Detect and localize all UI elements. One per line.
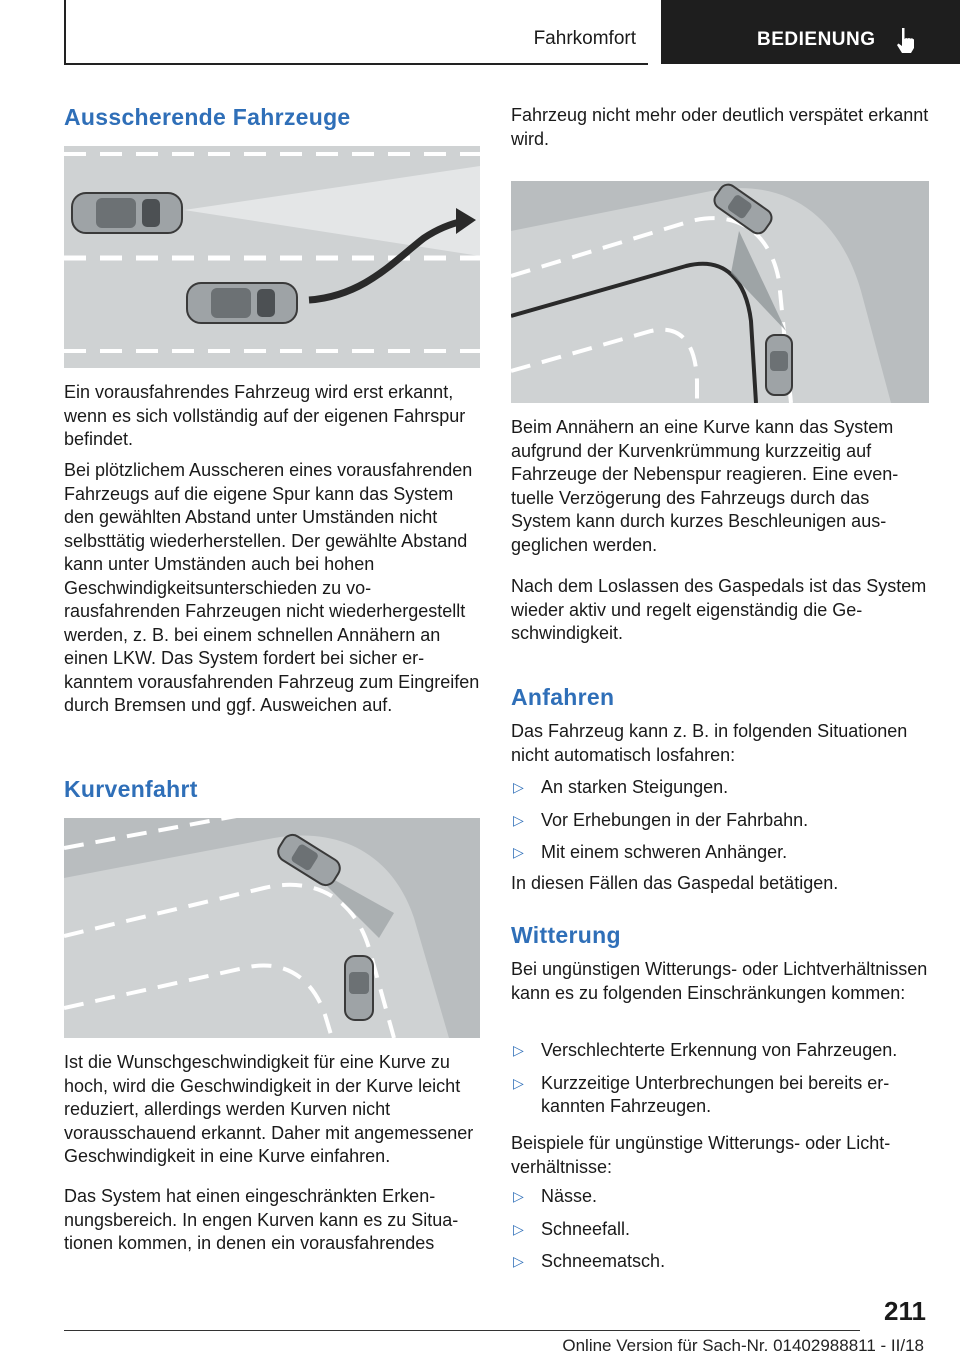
heading-witterung: Witterung bbox=[511, 922, 621, 948]
hand-pointer-icon bbox=[894, 26, 918, 54]
paragraph-kurvenkruemmung: Beim Annähern an eine Kurve kann das System aufgrund der Kurvenkrümmung kurzzeitig auf Fahrzeuge der Nebenspur reagieren. Eine eventuelle Verzögerung des Fahrzeugs durch das System kann durch kurzes Beschleunigen ausgeglichen werden. bbox=[511, 417, 899, 555]
triangle-bullet-icon: ▷ bbox=[513, 1220, 524, 1237]
paragraph-erkennungsbereich: Das System hat einen eingeschränkten Erkennungsbereich. In engen Kurven kann es zu Situationen kommen, in denen ein vorausfahrendes bbox=[64, 1186, 459, 1253]
triangle-bullet-icon: ▷ bbox=[513, 779, 524, 795]
paragraph-nicht-losfahren: Das Fahrzeug kann z. B. in folgenden Situationen nicht automatisch losfahren: bbox=[511, 721, 908, 765]
heading-anfahren: Anfahren bbox=[511, 684, 615, 710]
figure-ausscheren bbox=[64, 146, 480, 368]
list-item: ▷ Schneefall. bbox=[511, 1218, 929, 1242]
page-number: 211 bbox=[884, 1296, 926, 1326]
list-item: ▷ Kurzzeitige Unterbrechungen bei bereits erkannten Fahrzeugen. bbox=[513, 1072, 890, 1116]
triangle-bullet-icon: ▷ bbox=[513, 1042, 524, 1058]
paragraph-wunschgeschwindigkeit: Ist die Wunschgeschwindigkeit für eine Kurve zu hoch, wird die Geschwindigkeit in der Kurve leicht reduziert, allerdings werden Kurven nicht vorausschauend erkannt. Daher mit angemessener Geschwindigkeit in eine Kurve einfahren. bbox=[64, 1052, 474, 1166]
paragraph-gaspedal-losgelassen: Nach dem Loslassen des Gaspedals ist das System wieder aktiv und regelt eigenständig die Geschwindigkeit. bbox=[511, 576, 927, 643]
paragraph-gaspedal-betaetigen: In diesen Fällen das Gaspedal betätigen. bbox=[511, 873, 839, 893]
list-item: ▷ An starken Steigungen. bbox=[511, 776, 929, 800]
triangle-bullet-icon: ▷ bbox=[513, 844, 524, 860]
car-front bbox=[72, 193, 182, 233]
paragraph-erkannt: Ein vorausfahrendes Fahrzeug wird erst erkannt, wenn es sich vollständig auf der eigenen Fahrspur befindet. bbox=[64, 382, 466, 449]
list-witterung bbox=[511, 1039, 929, 1119]
paragraph-einschraenkungen: Bei ungünstigen Witterungs- oder Lichtverhältnissen kann es zu folgenden Einschränkungen kommen: bbox=[511, 959, 928, 1003]
car-adjacent-bottom bbox=[766, 335, 792, 395]
header-chapter-tab bbox=[661, 0, 960, 64]
list-item: ▷ Vor Erhebungen in der Fahrbahn. bbox=[511, 809, 929, 833]
header-rule bbox=[64, 63, 648, 65]
figure-nebenspur bbox=[511, 181, 929, 403]
footer-online-version: Online Version für Sach-Nr. 01402988811 - II/18 bbox=[562, 1336, 924, 1355]
list-anfahren bbox=[511, 776, 929, 865]
paragraph-beispiele: Beispiele für ungünstige Witterungs- oder Lichtverhältnisse: bbox=[511, 1133, 891, 1177]
header-left-rule bbox=[64, 0, 66, 64]
list-item: ▷ Schneematsch. bbox=[511, 1250, 929, 1274]
list-item: ▷ Mit einem schweren Anhänger. bbox=[511, 841, 929, 865]
heading-kurvenfahrt: Kurvenfahrt bbox=[64, 776, 198, 802]
header-chapter-label: BEDIENUNG bbox=[757, 29, 876, 50]
triangle-bullet-icon: ▷ bbox=[513, 1074, 524, 1091]
paragraph-verspaetet: Fahrzeug nicht mehr oder deutlich verspätet erkannt wird. bbox=[511, 105, 929, 149]
list-item: ▷ Verschlechterte Erkennung von Fahrzeugen. bbox=[511, 1039, 929, 1063]
header-section-title: Fahrkomfort bbox=[533, 28, 636, 49]
list-item: ▷ Nässe. bbox=[511, 1185, 929, 1209]
triangle-bullet-icon: ▷ bbox=[513, 1188, 524, 1204]
paragraph-ausscheren: Bei plötzlichem Ausscheren eines vorausfahrenden Fahrzeugs auf die eigene Spur kann das System den gewählten Abstand unter Umständen nicht selbsttätig wiederherstellen. Der gewählte Abstand kann unter Umständen auch bei hohen Geschwindigkeitsunterschieden zu vorausfahrenden Fahrzeugen nicht wiederhergestellt werden, z. B. bei einem schnellen Annähern an einen LKW. Das System fordert bei sicher erkanntem vorausfahrenden Fahrzeug zum Eingreifen durch Bremsen und ggf. Ausweichen auf. bbox=[64, 460, 480, 715]
heading-ausscherende-fahrzeuge: Ausscherende Fahrzeuge bbox=[64, 104, 351, 130]
car-curve-bottom bbox=[345, 956, 373, 1020]
footer-rule bbox=[64, 1330, 860, 1331]
figure-kurvenfahrt bbox=[64, 818, 480, 1038]
car-cutting-in bbox=[187, 283, 297, 323]
list-beispiele bbox=[511, 1185, 929, 1274]
triangle-bullet-icon: ▷ bbox=[513, 811, 524, 828]
triangle-bullet-icon: ▷ bbox=[513, 1253, 524, 1269]
